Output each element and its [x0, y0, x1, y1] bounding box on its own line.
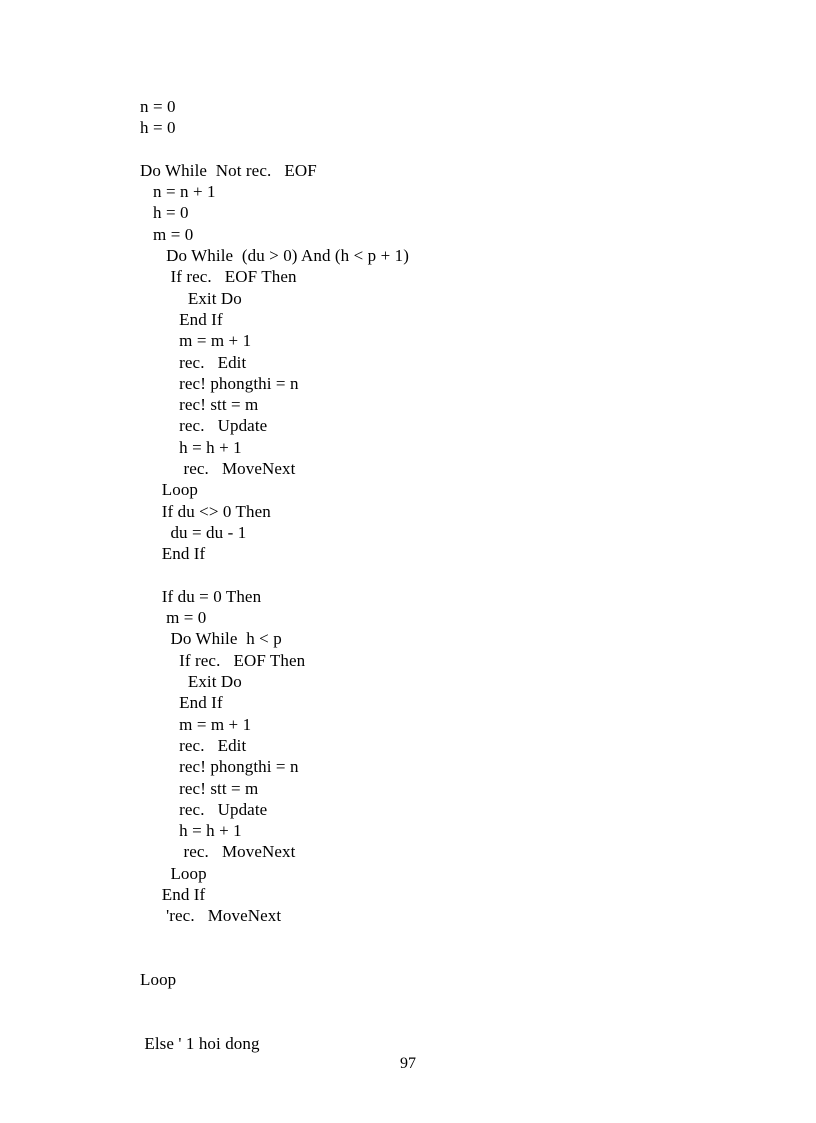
code-line: rec! stt = m	[140, 778, 259, 798]
code-line: End If	[140, 544, 206, 564]
code-listing	[140, 96, 740, 1054]
code-line: Exit Do	[140, 288, 242, 308]
code-line: rec! phongthi = n	[140, 757, 299, 777]
code-line: n = n + 1	[140, 182, 216, 202]
code-line: End If	[140, 309, 223, 329]
code-line-blank	[140, 1012, 740, 1033]
code-line: m = m + 1	[140, 714, 252, 734]
code-line: Do While Not rec. EOF	[140, 160, 317, 180]
code-line: rec. Edit	[140, 735, 247, 755]
code-line: If rec. EOF Then	[140, 267, 297, 287]
code-line: Do While (du > 0) And (h < p + 1)	[140, 246, 410, 266]
code-line: Loop	[140, 863, 207, 883]
code-line: rec. MoveNext	[140, 459, 296, 479]
code-line: h = 0	[140, 203, 189, 223]
code-line: Exit Do	[140, 672, 242, 692]
code-line: rec. Edit	[140, 352, 247, 372]
code-line: Do While h < p	[140, 629, 282, 649]
code-line: m = m + 1	[140, 331, 252, 351]
code-line: 'rec. MoveNext	[140, 906, 282, 926]
code-line-blank	[140, 565, 740, 586]
code-line: m = 0	[140, 608, 207, 628]
code-line: rec. Update	[140, 416, 268, 436]
code-line-blank	[140, 948, 740, 969]
code-line: End If	[140, 884, 206, 904]
code-line: rec. Update	[140, 799, 268, 819]
code-line: rec! phongthi = n	[140, 373, 299, 393]
code-line: h = 0	[140, 118, 176, 138]
code-line-blank	[140, 927, 740, 948]
code-line: h = h + 1	[140, 821, 242, 841]
code-line: m = 0	[140, 224, 194, 244]
code-line-blank	[140, 139, 740, 160]
code-line: rec. MoveNext	[140, 842, 296, 862]
code-line: Loop	[140, 970, 177, 990]
code-line: End If	[140, 693, 223, 713]
code-line: rec! stt = m	[140, 395, 259, 415]
code-line: If du = 0 Then	[140, 586, 262, 606]
page-number: 97	[400, 1055, 416, 1072]
code-line: If du <> 0 Then	[140, 501, 271, 521]
code-line: Loop	[140, 480, 199, 500]
code-line: Else ' 1 hoi dong	[140, 1034, 260, 1054]
code-line: n = 0	[140, 97, 176, 116]
code-line-blank	[140, 990, 740, 1011]
code-line: h = h + 1	[140, 437, 242, 457]
code-line: du = du - 1	[140, 522, 247, 542]
code-line: If rec. EOF Then	[140, 650, 306, 670]
